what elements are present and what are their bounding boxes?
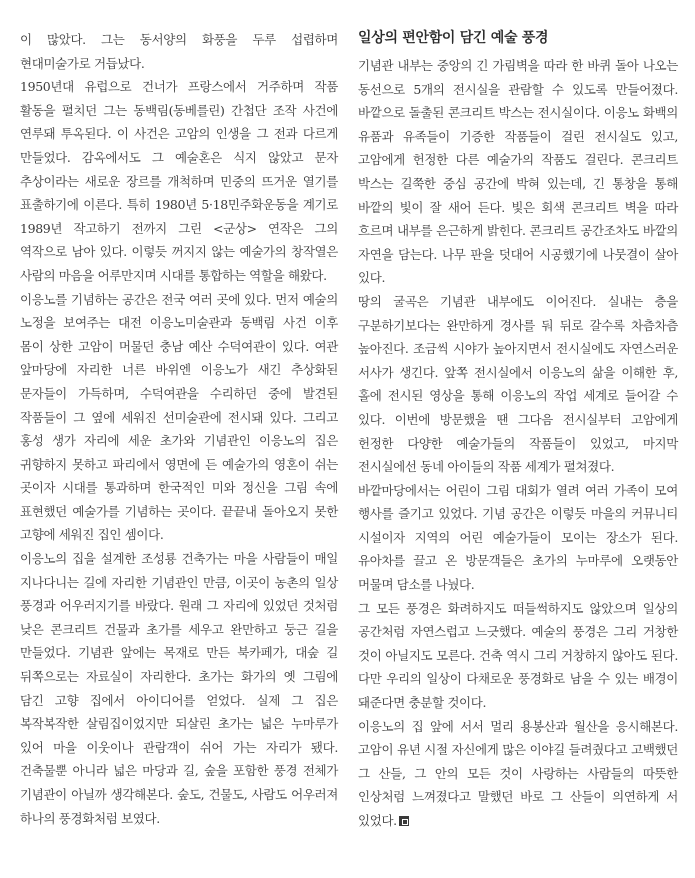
right-column <box>358 28 678 833</box>
body-paragraph: 그 모든 풍경은 화려하지도 떠들썩하지도 않았으며 일상의 공간처럼 자연스럽고 느긋했다. 예술의 풍경은 그리 거창한 것이 아닐지도 모른다. 건축 역시 그리 거창하지 않아도 된다. 다만 우리의 일상이 다채로운 풍경화로 남을 수 있는 배경이 돼준다면 충분할 것이다. <box>358 600 678 711</box>
body-paragraph: 기념관 내부는 중앙의 긴 가림벽을 따라 한 바퀴 돌아 나오는 동선으로 5개의 전시실을 관람할 수 있도록 만들어졌다. 바깥으로 돌출된 콘크리트 박스는 전시실이다. 이응노 화백의 유품과 유족들이 기증한 작품들이 걸린 전시실도 있고, 고암에게 헌정한 다른 예술가의 작품도 걸린다. 콘크리트 박스는 길쭉한 중심 공간에 박혀 있는데, 긴 통창을 통해 바깥의 빛이 잘 새어 든다. 빛은 회색 콘크리트 벽을 따라 흐르며 내부를 은근하게 밝힌다. 콘크리트 공간조차도 바깥의 자연을 담는다. 나무 판을 덧대어 시공했기에 나뭇결이 살아 있다. <box>358 58 678 286</box>
body-paragraph-last <box>358 715 678 833</box>
body-paragraph: 1950년대 유럽으로 건너가 프랑스에서 거주하며 작품 활동을 펼치던 그는 동백림(동베를린) 간첩단 조작 사건에 연루돼 투옥된다. 이 사건은 고암의 인생을 그 전과 다르게 만들었다. 감옥에서도 그 예술혼은 식지 않았고 문자 추상이라는 새로운 장르를 개척하며 민중의 뜨거운 열기를 표출하기에 이른다. 특히 1980년 5·18민주화운동을 계기로 1989년 작고하기 전까지 그린 <군상> 연작은 그의 역작으로 남아 있다. 이렇듯 꺼지지 않는 예술가의 창작열은 사람의 마음을 어루만지며 시대를 통합하는 역할을 해왔다. <box>20 79 338 283</box>
article-end-mark-icon <box>399 816 409 826</box>
last-paragraph-text: 이응노의 집 앞에 서서 멀리 용봉산과 월산을 응시해본다. 고암이 유년 시절 자신에게 많은 이야길 들려줬다고 고백했던 그 산들, 그 안의 모든 것이 사랑하는 사람들의 따뜻한 인상처럼 느껴졌다고 말했던 바로 그 산들이 의연하게 서 있었다. <box>358 718 678 828</box>
left-column <box>20 28 338 830</box>
section-heading: 일상의 편안함이 담긴 예술 풍경 <box>358 30 549 46</box>
body-paragraph: 이응노의 집을 설계한 조성룡 건축가는 마을 사람들이 매일 지나다니는 길에 자리한 기념관인 만큼, 이곳이 농촌의 일상 풍경과 어우러지기를 바랐다. 원래 그 자리에 있었던 것처럼 낮은 콘크리트 건물과 초가를 세우고 완만하고 둥근 길을 만들었다. 기념관 앞에는 목재로 만든 북카페가, 대숲 길 뒤쪽으로는 자료실이 자리한다. 초가는 화가의 옛 그림에 담긴 고향 집에서 아이디어를 얻었다. 실제 그 집은 복작복작한 살림집이었지만 되살린 초가는 넓은 누마루가 있어 마을 이웃이나 관람객이 쉬어 가는 자리가 됐다. 건축물뿐 아니라 넓은 마당과 길, 숲을 포함한 풍경 전체가 기념관이 아닐까 생각해본다. 숲도, 건물도, 사람도 어우러져 하나의 풍경화처럼 보였다. <box>20 551 338 826</box>
body-paragraph: 땅의 굴곡은 기념관 내부에도 이어진다. 실내는 층을 구분하기보다는 완만하게 경사를 둬 뒤로 갈수록 차츰차츰 높아진다. 조금씩 시야가 높아지면서 전시실에도 자연스러운 서사가 생긴다. 앞쪽 전시실에서 이응노의 삶을 이해한 후, 홀에 전시된 영상을 통해 이응노의 작업 세계로 들어갈 수 있다. 이번에 방문했을 땐 그다음 전시실부터 고암에게 헌정한 다양한 예술가들의 작품들이 있었고, 마지막 전시실에선 동네 아이들의 작품 세계가 펼쳐졌다. <box>358 293 678 475</box>
body-paragraph: 이응노를 기념하는 공간은 전국 여러 곳에 있다. 먼저 예술의 노정을 보여주는 대전 이응노미술관과 동백림 사건 이후 몸이 상한 고암이 머물던 충남 예산 수덕여관이 있다. 여관 앞마당에 자리한 너른 바위엔 이응노가 새긴 추상화된 문자들이 가득하며, 수덕여관을 수리하던 중에 발견된 작품들이 그 옆에 세워진 선미술관에 전시돼 있다. 그리고 홍성 생가 자리에 세운 초가와 기념관인 이응노의 집은 귀향하지 못하고 파리에서 영면에 든 예술가의 영혼이 쉬는 곳이자 시대를 통과하며 한국적인 미와 정신을 그림 속에 표현했던 예술가를 기념하는 곳이다. 끝끝내 돌아오지 못한 고향에 세워진 집인 셈이다. <box>20 291 338 543</box>
body-paragraph: 이 많았다. 그는 동서양의 화풍을 두루 섭렵하며 현대미술가로 거듭났다. <box>20 32 338 71</box>
body-paragraph: 바깥마당에서는 어린이 그림 대회가 열려 여러 가족이 모여 행사를 즐기고 있었다. 기념 공간은 이렇듯 마을의 커뮤니티 시설이자 지역의 어린 예술가들이 모이는 장소가 된다. 유아차를 끌고 온 방문객들은 초가의 누마루에 오랫동안 머물며 담소를 나눴다. <box>358 482 678 593</box>
